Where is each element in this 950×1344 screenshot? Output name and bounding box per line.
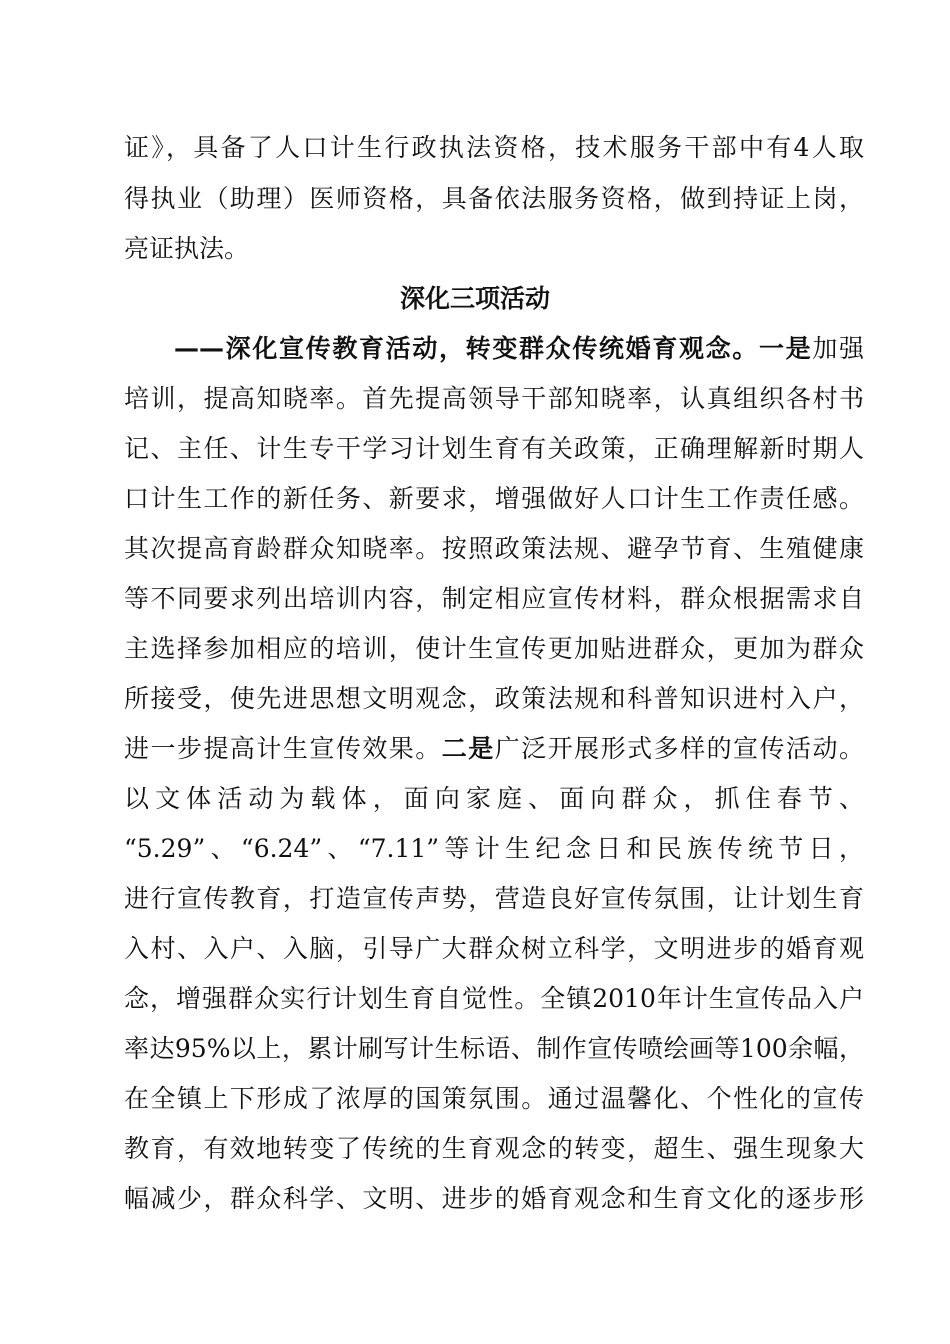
paragraph-line: 口计生工作的新任务、新要求，增强做好人口计生工作责任感。 — [124, 484, 864, 513]
paragraph-lead-bold: ——深化宣传教育活动，转变群众传统婚育观念。一是 — [174, 334, 813, 363]
paragraph-line-with-bold — [124, 734, 864, 764]
paragraph-line: 以文体活动为载体，面向家庭、面向群众，抓住春节、 — [124, 784, 864, 813]
paragraph-line: 其次提高育龄群众知晓率。按照政策法规、避孕节育、生殖健康 — [124, 534, 864, 563]
intro-line-1: 证》，具备了人口计生行政执法资格，技术服务干部中有4人取 — [124, 133, 864, 162]
intro-line-2: 得执业（助理）医师资格，具备依法服务资格，做到持证上岗， — [124, 184, 864, 213]
paragraph-lead-rest: 加强 — [812, 334, 864, 363]
paragraph-line: 培训，提高知晓率。首先提高领导干部知晓率，认真组织各村书 — [124, 384, 864, 413]
paragraph-line: 进行宣传教育，打造宣传声势，营造良好宣传氛围，让计划生育 — [124, 884, 864, 913]
paragraph-line: 等不同要求列出培训内容，制定相应宣传材料，群众根据需求自 — [124, 584, 864, 613]
paragraph-line: 记、主任、计生专干学习计划生育有关政策，正确理解新时期人 — [124, 434, 864, 463]
paragraph-line: 率达95%以上，累计刷写计生标语、制作宣传喷绘画等100余幅， — [124, 1034, 864, 1063]
paragraph-line: 念，增强群众实行计划生育自觉性。全镇2010年计生宣传品入户 — [124, 984, 864, 1013]
paragraph-line: 幅减少，群众科学、文明、进步的婚育观念和生育文化的逐步形 — [124, 1184, 864, 1213]
paragraph-text: 进一步提高计生宣传效果。 — [124, 734, 442, 763]
paragraph-line: 主选择参加相应的培训，使计生宣传更加贴进群众，更加为群众 — [124, 634, 864, 663]
section-heading: 深化三项活动 — [399, 284, 550, 313]
paragraph-line: “5.29”、“6.24”、“7.11”等计生纪念日和民族传统节日， — [124, 834, 864, 863]
paragraph-text: 广泛开展形式多样的宣传活动。 — [494, 734, 864, 763]
paragraph-line: 教育，有效地转变了传统的生育观念的转变，超生、强生现象大 — [124, 1134, 864, 1163]
paragraph-line: 入村、入户、入脑，引导广大群众树立科学，文明进步的婚育观 — [124, 934, 864, 963]
intro-line-3: 亮证执法。 — [124, 234, 250, 263]
paragraph-bold-marker: 二是 — [441, 734, 495, 763]
paragraph-line: 所接受，使先进思想文明观念，政策法规和科普知识进村入户， — [124, 684, 864, 713]
paragraph-line: 在全镇上下形成了浓厚的国策氛围。通过温馨化、个性化的宣传 — [124, 1084, 864, 1113]
paragraph-lead-line — [174, 334, 864, 364]
